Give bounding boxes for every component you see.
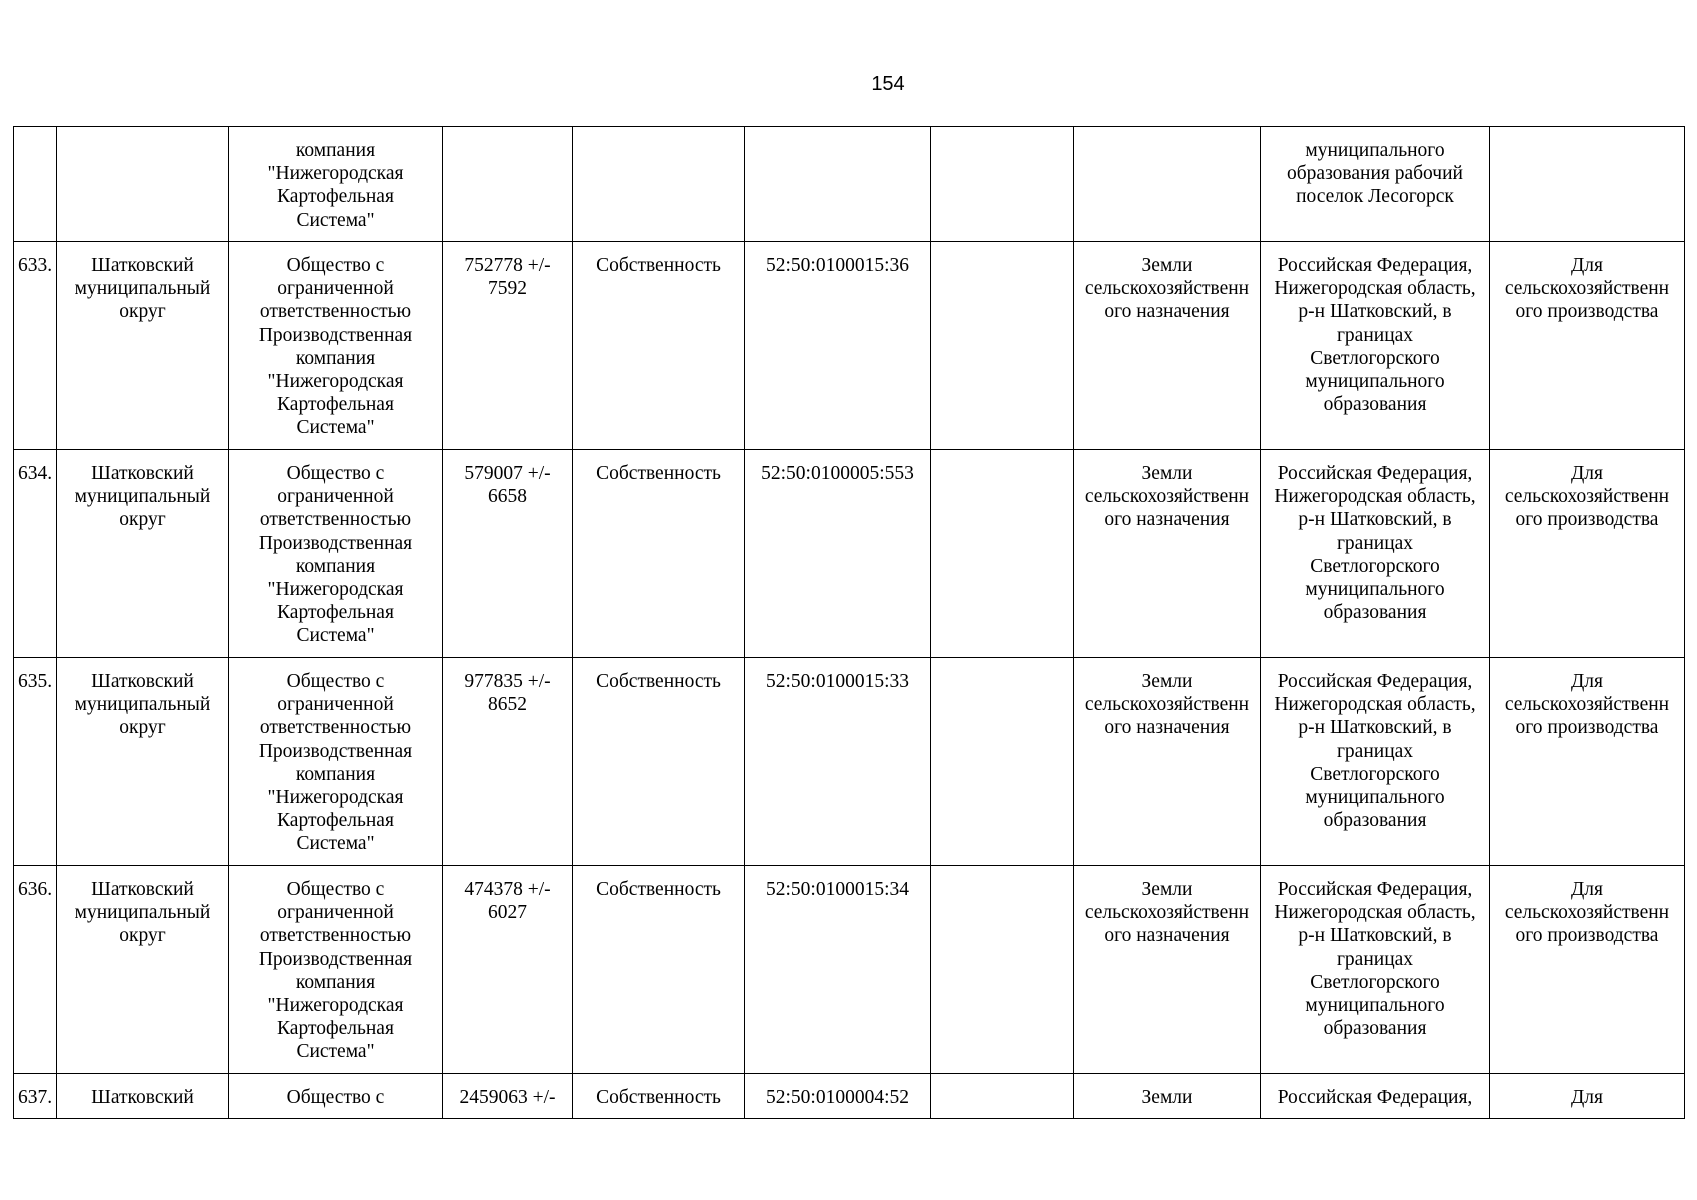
cell-line: ого производства (1515, 301, 1659, 323)
cell-line: Для (1570, 255, 1603, 276)
cell-line: муниципального (1305, 995, 1445, 1017)
cell-line: "Нижегородская (267, 371, 404, 393)
location-cell (1261, 866, 1490, 1074)
cell-line: ограниченной (277, 902, 394, 924)
cell-line: 579007 +/- (464, 463, 551, 484)
cadastral-number-cell: 52:50:0100005:553 (745, 450, 931, 658)
cell-line: сельскохозяйственн (1084, 278, 1250, 300)
cell-line: муниципального (1305, 371, 1445, 393)
cell-line: "Нижегородская (267, 579, 404, 601)
row-number-cell: 633. (14, 242, 57, 450)
cell-line: ого производства (1515, 717, 1659, 739)
permitted-use-cell (1490, 1074, 1685, 1119)
cell-line: границах (1336, 324, 1414, 346)
cell-line: ответственностью (259, 301, 412, 323)
area-cell (443, 1074, 573, 1119)
cell-line: Общество с (286, 879, 385, 900)
permitted-use-cell (1490, 866, 1685, 1074)
cell-line: муниципальный (74, 486, 211, 508)
cell-line: границах (1336, 740, 1414, 762)
cell-line: образования (1323, 602, 1427, 624)
cell-line: Земли (1141, 1087, 1193, 1108)
cell-line: Система" (296, 833, 375, 855)
cadastral-number-cell: 52:50:0100015:34 (745, 866, 931, 1074)
cell-line: Система" (296, 625, 375, 647)
cell-line: 6658 (488, 486, 527, 508)
cell-line: сельскохозяйственн (1084, 486, 1250, 508)
cell-line: Для (1570, 671, 1603, 692)
empty-cell (931, 658, 1074, 866)
cell-line: Картофельная (277, 186, 394, 208)
row-number-cell (14, 127, 57, 242)
cell-line: сельскохозяйственн (1504, 694, 1670, 716)
cell-line: округ (119, 509, 166, 531)
owner-cell (229, 866, 443, 1074)
cell-line: Нижегородская область, (1274, 902, 1476, 924)
cell-line: 2459063 +/- (459, 1087, 556, 1108)
cell-line: 8652 (488, 694, 527, 716)
cell-line: муниципальный (74, 902, 211, 924)
cell-line: ого назначения (1104, 509, 1230, 531)
area-cell (443, 127, 573, 242)
cell-line: ответственностью (259, 509, 412, 531)
area-cell (443, 658, 573, 866)
cell-line: ограниченной (277, 278, 394, 300)
land-category-cell (1074, 127, 1261, 242)
cell-line: Шатковский (91, 463, 194, 484)
location-cell (1261, 242, 1490, 450)
land-registry-table (13, 126, 1685, 1119)
cell-line: округ (119, 301, 166, 323)
location-cell (1261, 1074, 1490, 1119)
right-type-cell (573, 127, 745, 242)
cell-line: Для (1570, 879, 1603, 900)
land-category-cell (1074, 242, 1261, 450)
empty-cell (931, 450, 1074, 658)
cell-line: Система" (296, 209, 375, 231)
cell-line: Картофельная (277, 394, 394, 416)
cell-line: Производственная (258, 324, 413, 346)
cell-line: ого производства (1515, 925, 1659, 947)
cadastral-number-cell: 52:50:0100015:33 (745, 658, 931, 866)
cell-line: 474378 +/- (464, 879, 551, 900)
cadastral-number-cell: 52:50:0100004:52 (745, 1074, 931, 1119)
cell-line: поселок Лесогорск (1296, 186, 1454, 208)
cell-line: границах (1336, 948, 1414, 970)
cell-line: образования (1323, 1018, 1427, 1040)
cell-line: компания (295, 971, 376, 993)
empty-cell (931, 242, 1074, 450)
row-number-cell: 634. (14, 450, 57, 658)
cell-line: Земли (1141, 671, 1193, 692)
cell-line: Российская Федерация, (1277, 879, 1473, 900)
cell-line: Картофельная (277, 1018, 394, 1040)
cell-line: компания (295, 763, 376, 785)
table-row (14, 1074, 1685, 1119)
owner-cell (229, 658, 443, 866)
cell-line: сельскохозяйственн (1084, 902, 1250, 924)
cell-line: Российская Федерация, (1277, 1087, 1473, 1108)
district-cell (57, 1074, 229, 1119)
cell-line: границах (1336, 532, 1414, 554)
cell-line: Земли (1141, 463, 1193, 484)
cell-line: сельскохозяйственн (1504, 278, 1670, 300)
page-number: 154 (871, 73, 905, 95)
cell-line: округ (119, 717, 166, 739)
cell-line: Производственная (258, 532, 413, 554)
table-row (14, 658, 1685, 866)
area-cell (443, 242, 573, 450)
cell-line: Картофельная (277, 602, 394, 624)
cell-line: р-н Шатковский, в (1298, 301, 1452, 323)
table-row (14, 866, 1685, 1074)
cell-line: Светлогорского (1310, 555, 1440, 577)
cell-line: муниципальный (74, 694, 211, 716)
owner-cell (229, 242, 443, 450)
cell-line: р-н Шатковский, в (1298, 509, 1452, 531)
cell-line: "Нижегородская (267, 787, 404, 809)
cell-line: Для (1570, 463, 1603, 484)
district-cell (57, 127, 229, 242)
cell-line: Нижегородская область, (1274, 694, 1476, 716)
cell-line: Общество с (286, 671, 385, 692)
cell-line: Российская Федерация, (1277, 255, 1473, 276)
location-cell (1261, 127, 1490, 242)
cell-line: Светлогорского (1310, 971, 1440, 993)
cell-line: Для (1570, 1087, 1603, 1108)
cell-line: компания (295, 140, 376, 161)
cell-line: р-н Шатковский, в (1298, 717, 1452, 739)
location-cell (1261, 450, 1490, 658)
cell-line: Общество с (286, 255, 385, 276)
land-category-cell (1074, 450, 1261, 658)
cell-line: Картофельная (277, 810, 394, 832)
table-row (14, 450, 1685, 658)
cell-line: Российская Федерация, (1277, 463, 1473, 484)
cell-line: ого назначения (1104, 301, 1230, 323)
cell-line: муниципального (1305, 787, 1445, 809)
cell-line: "Нижегородская (267, 995, 404, 1017)
cell-line: ого назначения (1104, 717, 1230, 739)
cell-line: "Нижегородская (267, 163, 404, 185)
permitted-use-cell (1490, 450, 1685, 658)
district-cell (57, 658, 229, 866)
cell-line: ого назначения (1104, 925, 1230, 947)
row-number-cell: 635. (14, 658, 57, 866)
district-cell (57, 450, 229, 658)
cell-line: ограниченной (277, 694, 394, 716)
district-cell (57, 866, 229, 1074)
cell-line: Нижегородская область, (1274, 278, 1476, 300)
cell-line: сельскохозяйственн (1084, 694, 1250, 716)
cell-line: округ (119, 925, 166, 947)
permitted-use-cell (1490, 658, 1685, 866)
land-category-cell (1074, 1074, 1261, 1119)
cell-line: Земли (1141, 255, 1193, 276)
cell-line: компания (295, 347, 376, 369)
owner-cell (229, 1074, 443, 1119)
cell-line: Российская Федерация, (1277, 671, 1473, 692)
right-type-cell: Собственность (573, 450, 745, 658)
empty-cell (931, 1074, 1074, 1119)
cell-line: ответственностью (259, 717, 412, 739)
cell-line: 6027 (488, 902, 527, 924)
cell-line: 977835 +/- (464, 671, 551, 692)
right-type-cell: Собственность (573, 242, 745, 450)
cell-line: Светлогорского (1310, 347, 1440, 369)
table-row (14, 127, 1685, 242)
cell-line: сельскохозяйственн (1504, 486, 1670, 508)
owner-cell (229, 450, 443, 658)
cell-line: Шатковский (91, 671, 194, 692)
permitted-use-cell (1490, 127, 1685, 242)
right-type-cell: Собственность (573, 866, 745, 1074)
cell-line: образования рабочий (1287, 163, 1463, 185)
empty-cell (931, 866, 1074, 1074)
area-cell (443, 450, 573, 658)
land-category-cell (1074, 866, 1261, 1074)
district-cell (57, 242, 229, 450)
location-cell (1261, 658, 1490, 866)
table-row (14, 242, 1685, 450)
permitted-use-cell (1490, 242, 1685, 450)
table-body (14, 127, 1685, 1119)
cell-line: ого производства (1515, 509, 1659, 531)
cell-line: Система" (296, 1041, 375, 1063)
cell-line: ограниченной (277, 486, 394, 508)
cell-line: муниципального (1305, 140, 1445, 161)
cell-line: образования (1323, 810, 1427, 832)
cell-line: Светлогорского (1310, 763, 1440, 785)
land-category-cell (1074, 658, 1261, 866)
row-number-cell: 637. (14, 1074, 57, 1119)
right-type-cell: Собственность (573, 658, 745, 866)
cadastral-number-cell (745, 127, 931, 242)
cell-line: Производственная (258, 740, 413, 762)
cell-line: Земли (1141, 879, 1193, 900)
cell-line: Общество с (286, 1087, 385, 1108)
cell-line: Шатковский (91, 879, 194, 900)
row-number-cell: 636. (14, 866, 57, 1074)
cadastral-number-cell: 52:50:0100015:36 (745, 242, 931, 450)
cell-line: Общество с (286, 463, 385, 484)
empty-cell (931, 127, 1074, 242)
area-cell (443, 866, 573, 1074)
cell-line: компания (295, 555, 376, 577)
cell-line: Шатковский (91, 255, 194, 276)
owner-cell (229, 127, 443, 242)
cell-line: сельскохозяйственн (1504, 902, 1670, 924)
right-type-cell: Собственность (573, 1074, 745, 1119)
cell-line: р-н Шатковский, в (1298, 925, 1452, 947)
cell-line: Система" (296, 417, 375, 439)
cell-line: 7592 (488, 278, 527, 300)
cell-line: муниципального (1305, 579, 1445, 601)
cell-line: образования (1323, 394, 1427, 416)
cell-line: Нижегородская область, (1274, 486, 1476, 508)
cell-line: Производственная (258, 948, 413, 970)
cell-line: Шатковский (91, 1087, 194, 1108)
cell-line: ответственностью (259, 925, 412, 947)
cell-line: 752778 +/- (464, 255, 551, 276)
cell-line: муниципальный (74, 278, 211, 300)
